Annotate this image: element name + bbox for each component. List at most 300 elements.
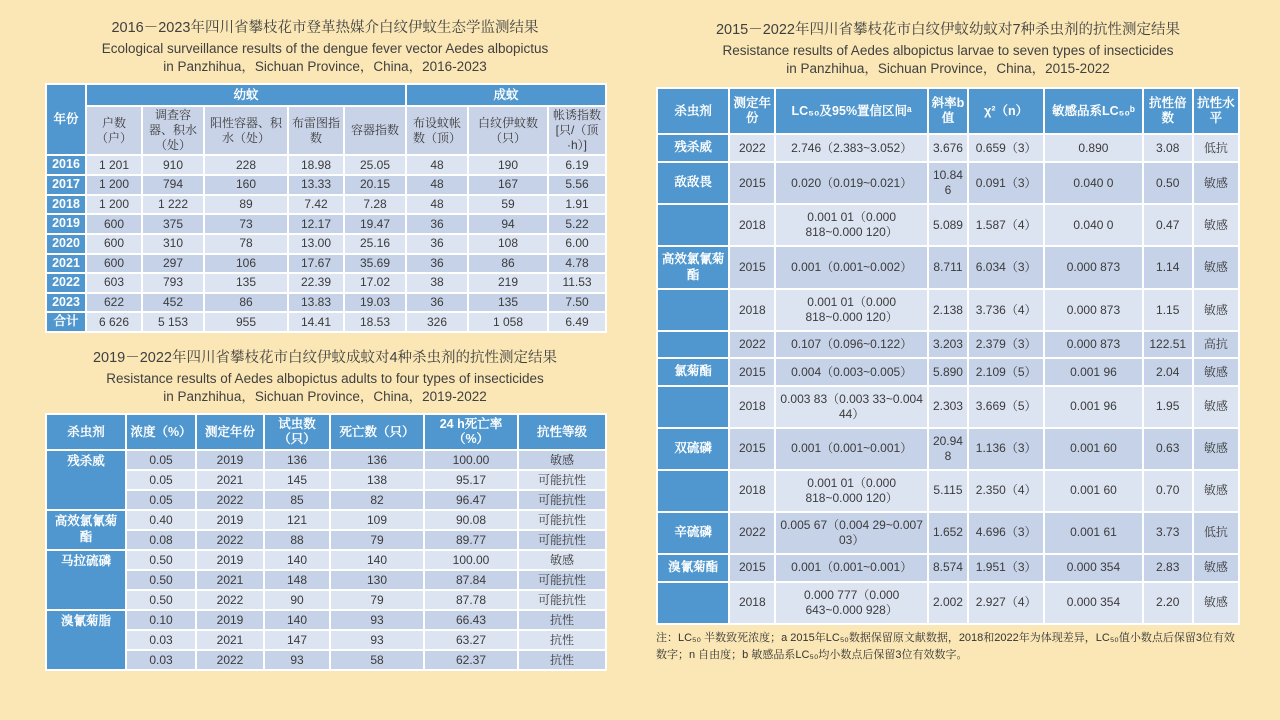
table-cell: 0.001 96 [1044,386,1142,428]
table-cell: 89 [204,195,288,215]
adult-resistance-table-title [45,348,605,405]
table-cell: 93 [264,650,330,670]
table-cell: 2022 [196,590,264,610]
table-row [657,162,1239,204]
title-zh: 2015－2022年四川省攀枝花市白纹伊蚊幼蚊对7种杀虫剂的抗性测定结果 [715,22,1181,38]
table-cell: 145 [264,470,330,490]
table-cell: 1.14 [1143,246,1193,289]
column-header: 帐诱指数 [只/（顶·h）] [548,106,606,155]
table-cell: 2022 [729,331,775,358]
table-row [657,512,1239,554]
row-year-cell: 2017 [46,175,86,195]
table-cell: 167 [468,175,548,195]
table-cell: 36 [406,293,468,313]
table-cell: 0.47 [1143,204,1193,246]
table-row [46,630,606,650]
table-cell: 62.37 [424,650,518,670]
table-row [46,214,606,234]
table-row [46,610,606,630]
right-column [656,0,1240,665]
table-cell: 86 [204,293,288,313]
table-cell: 87.78 [424,590,518,610]
table-cell: 19.47 [344,214,406,234]
table-cell: 2.138 [928,289,968,331]
table-row [46,254,606,274]
table-row [46,450,606,470]
table-cell: 2021 [196,630,264,650]
table-cell: 0.005 67（0.004 29~0.007 03） [775,512,928,554]
table-cell: 95.17 [424,470,518,490]
table-cell: 1.95 [1143,386,1193,428]
table-row [46,530,606,550]
table-cell: 5.56 [548,175,606,195]
table-cell: 66.43 [424,610,518,630]
table-cell: 0.091（3） [968,162,1044,204]
table-cell: 0.10 [126,610,196,630]
table-cell: 603 [86,273,142,293]
table-cell: 87.84 [424,570,518,590]
table-cell: 敏感 [1193,162,1239,204]
row-year-cell: 2020 [46,234,86,254]
larvae-resistance-table [656,87,1240,624]
table-row [657,289,1239,331]
table-cell: 敏感 [1193,358,1239,386]
table-cell: 600 [86,214,142,234]
table-cell: 0.50 [126,590,196,610]
table-cell: 3.08 [1143,134,1193,162]
row-year-cell: 合计 [46,312,86,332]
table-cell: 可能抗性 [518,490,606,510]
table-footnote: 注：LC₅₀ 半数致死浓度；a 2015年LC₅₀数据保留原文献数据，2018和2022年为体现差异，LC₅₀值小数点后保留3位有效数字；n 自由度；b 敏感品系LC₅₀均小数点后保留3位有效数字。 [656,631,1235,662]
table-cell: 敏感 [1193,246,1239,289]
table-cell: 0.001（0.001~0.002） [775,246,928,289]
table-row [657,428,1239,470]
table-cell: 136 [264,450,330,470]
table-cell: 17.67 [288,254,344,274]
table-cell: 94 [468,214,548,234]
table-cell: 90.08 [424,510,518,530]
table-cell: 2.109（5） [968,358,1044,386]
table-cell: 2022 [196,490,264,510]
table-row [46,550,606,570]
table-cell: 2018 [729,470,775,512]
column-header: 死亡数（只） [330,414,424,450]
table-row [657,582,1239,624]
table-cell: 敏感 [1193,470,1239,512]
row-insecticide-cell: 溴氰菊酯 [657,554,729,582]
table-cell: 2015 [729,162,775,204]
table-cell: 90 [264,590,330,610]
table-cell: 63.27 [424,630,518,650]
table-cell: 1 222 [142,195,204,215]
table-cell: 0.040 0 [1044,204,1142,246]
table-cell: 0.890 [1044,134,1142,162]
table-cell: 88 [264,530,330,550]
table-cell: 2018 [729,289,775,331]
table-cell: 96.47 [424,490,518,510]
table-cell: 135 [204,273,288,293]
table-cell: 5 153 [142,312,204,332]
table-cell: 0.020（0.019~0.021） [775,162,928,204]
table-row [46,470,606,490]
table-cell: 93 [330,630,424,650]
table-cell: 2021 [196,570,264,590]
table-cell: 敏感 [518,450,606,470]
row-insecticide-cell [657,470,729,512]
table-row [46,195,606,215]
row-year-cell: 2022 [46,273,86,293]
row-insecticide-cell: 辛硫磷 [657,512,729,554]
title-en-line1: Ecological surveillance results of the dengue fever vector Aedes albopictus [101,40,549,56]
table-row [46,590,606,610]
table-cell: 10.846 [928,162,968,204]
column-header: 户数（户） [86,106,142,155]
table-cell: 3.676 [928,134,968,162]
table-cell: 22.39 [288,273,344,293]
table-cell: 0.05 [126,470,196,490]
column-header: 抗性倍数 [1143,88,1193,134]
table-cell: 108 [468,234,548,254]
table-cell: 2018 [729,204,775,246]
table-cell: 2.83 [1143,554,1193,582]
table-row [657,204,1239,246]
table-cell: 0.63 [1143,428,1193,470]
table-cell: 100.00 [424,550,518,570]
table-cell: 25.05 [344,155,406,175]
title-en-line1: Resistance results of Aedes albopictus larvae to seven types of insecticides [722,42,1174,58]
row-insecticide-cell: 高效氯氰菊酯 [657,246,729,289]
table-cell: 3.669（5） [968,386,1044,428]
table-row [657,358,1239,386]
table-cell: 0.001 61 [1044,512,1142,554]
table-row [657,386,1239,428]
table-cell: 38 [406,273,468,293]
table-cell: 0.001 01（0.000 818~0.000 120） [775,470,928,512]
table-cell: 0.001 01（0.000 818~0.000 120） [775,204,928,246]
table-cell: 1 200 [86,175,142,195]
table-cell: 7.42 [288,195,344,215]
column-header: 布设蚊帐数（顶） [406,106,468,155]
table-cell: 219 [468,273,548,293]
row-insecticide-cell: 残杀威 [657,134,729,162]
row-insecticide-cell [657,331,729,358]
table-cell: 0.000 873 [1044,246,1142,289]
title-zh: 2016－2023年四川省攀枝花市登革热媒介白纹伊蚊生态学监测结果 [111,20,539,36]
table-cell: 18.53 [344,312,406,332]
table-cell: 600 [86,234,142,254]
table-cell: 79 [330,590,424,610]
table-cell: 955 [204,312,288,332]
table-cell: 低抗 [1193,134,1239,162]
table-cell: 4.696（3） [968,512,1044,554]
row-insecticide-cell: 马拉硫磷 [46,550,126,610]
title-en-line2: in Panzhihua，Sichuan Province，China，2016-2023 [163,58,487,74]
table-cell: 2.20 [1143,582,1193,624]
table-cell: 135 [468,293,548,313]
table-row [46,175,606,195]
column-header: 容器指数 [344,106,406,155]
table-cell: 0.50 [1143,162,1193,204]
table-cell: 可能抗性 [518,590,606,610]
table-cell: 228 [204,155,288,175]
row-insecticide-cell: 双硫磷 [657,428,729,470]
table-cell: 48 [406,175,468,195]
table-cell: 2022 [196,650,264,670]
table-cell: 2.927（4） [968,582,1044,624]
table-cell: 0.08 [126,530,196,550]
table-cell: 14.41 [288,312,344,332]
table-cell: 1.136（3） [968,428,1044,470]
column-header: 浓度（%） [126,414,196,450]
table-cell: 0.50 [126,550,196,570]
table-cell: 3.736（4） [968,289,1044,331]
table-cell: 2019 [196,610,264,630]
table-cell: 6.19 [548,155,606,175]
table-cell: 6.034（3） [968,246,1044,289]
row-year-cell: 2018 [46,195,86,215]
row-insecticide-cell: 高效氯氰菊酯 [46,510,126,550]
table-cell: 2015 [729,358,775,386]
column-header: 敏感品系LC₅₀ᵇ [1044,88,1142,134]
table-cell: 2.303 [928,386,968,428]
table-cell: 297 [142,254,204,274]
table-cell: 36 [406,234,468,254]
table-row [657,470,1239,512]
table-cell: 326 [406,312,468,332]
table-cell: 2019 [196,550,264,570]
table-cell: 78 [204,234,288,254]
column-header: χ²（n） [968,88,1044,134]
table-cell: 0.001 60 [1044,470,1142,512]
title-en-line2: in Panzhihua，Sichuan Province，China，2019-2022 [163,388,487,404]
table-cell: 148 [264,570,330,590]
table-cell: 2018 [729,386,775,428]
row-insecticide-cell [657,204,729,246]
table-cell: 0.000 354 [1044,554,1142,582]
column-header: 测定年份 [196,414,264,450]
table-cell: 85 [264,490,330,510]
table-cell: 敏感 [518,550,606,570]
table-row [46,570,606,590]
row-insecticide-cell: 敌敌畏 [657,162,729,204]
table-cell: 1 058 [468,312,548,332]
larvae-resistance-table-title [656,20,1240,77]
table-cell: 147 [264,630,330,650]
table-cell: 106 [204,254,288,274]
table-cell: 6.00 [548,234,606,254]
table-cell: 130 [330,570,424,590]
table-cell: 310 [142,234,204,254]
table-cell: 2022 [196,530,264,550]
table-cell: 4.78 [548,254,606,274]
table-cell: 2015 [729,428,775,470]
table-cell: 20.15 [344,175,406,195]
table-cell: 793 [142,273,204,293]
table-cell: 1.652 [928,512,968,554]
row-insecticide-cell [657,386,729,428]
table-row [46,273,606,293]
table-cell: 2.350（4） [968,470,1044,512]
table-cell: 3.203 [928,331,968,358]
table-cell: 5.115 [928,470,968,512]
table-cell: 2022 [729,134,775,162]
table-cell: 7.28 [344,195,406,215]
column-header: 抗性水平 [1193,88,1239,134]
table-cell: 0.040 0 [1044,162,1142,204]
table-row [657,554,1239,582]
surveillance-table-title [45,18,605,75]
table-cell: 敏感 [1193,289,1239,331]
row-year-cell: 2019 [46,214,86,234]
table-cell: 18.98 [288,155,344,175]
table-cell: 0.001 01（0.000 818~0.000 120） [775,289,928,331]
table-cell: 2022 [729,512,775,554]
table-cell: 375 [142,214,204,234]
column-header: 杀虫剂 [657,88,729,134]
table-cell: 5.22 [548,214,606,234]
table-cell: 100.00 [424,450,518,470]
table-cell: 35.69 [344,254,406,274]
table-cell: 6.49 [548,312,606,332]
table-cell: 13.33 [288,175,344,195]
table-row [657,331,1239,358]
column-header: 抗性等级 [518,414,606,450]
table-cell: 122.51 [1143,331,1193,358]
table-cell: 0.70 [1143,470,1193,512]
stage-group-header: 幼蚊 [86,84,406,106]
table-cell: 1.91 [548,195,606,215]
table-row [46,650,606,670]
table-cell: 20.948 [928,428,968,470]
table-cell: 0.03 [126,630,196,650]
table-cell: 0.000 873 [1044,331,1142,358]
table-cell: 敏感 [1193,386,1239,428]
table-cell: 1.951（3） [968,554,1044,582]
row-insecticide-cell [657,582,729,624]
table-cell: 600 [86,254,142,274]
table-cell: 48 [406,195,468,215]
table-cell: 136 [330,450,424,470]
table-cell: 11.53 [548,273,606,293]
title-zh: 2019－2022年四川省攀枝花市白纹伊蚊成蚊对4种杀虫剂的抗性测定结果 [92,350,558,366]
table-row [46,155,606,175]
table-cell: 121 [264,510,330,530]
table-cell: 0.107（0.096~0.122） [775,331,928,358]
table-cell: 0.03 [126,650,196,670]
table-cell: 5.089 [928,204,968,246]
table-cell: 敏感 [1193,204,1239,246]
row-year-cell: 2021 [46,254,86,274]
table-cell: 2019 [196,450,264,470]
table-cell: 59 [468,195,548,215]
table-cell: 190 [468,155,548,175]
table-cell: 低抗 [1193,512,1239,554]
column-header: 阳性容器、积水（处） [204,106,288,155]
table-cell: 7.50 [548,293,606,313]
column-header: 调查容器、积水（处） [142,106,204,155]
left-column [45,0,605,671]
table-row [46,510,606,530]
table-row [657,134,1239,162]
table-cell: 0.000 354 [1044,582,1142,624]
table-cell: 抗性 [518,650,606,670]
table-row [46,312,606,332]
table-cell: 2.746（2.383~3.052） [775,134,928,162]
table-cell: 可能抗性 [518,570,606,590]
table-cell: 0.659（3） [968,134,1044,162]
table-cell: 敏感 [1193,554,1239,582]
table-cell: 73 [204,214,288,234]
table-cell: 5.890 [928,358,968,386]
table-cell: 抗性 [518,610,606,630]
table-row [46,293,606,313]
table-cell: 1.587（4） [968,204,1044,246]
table-cell: 0.40 [126,510,196,530]
table-cell: 2019 [196,510,264,530]
column-header: LC₅₀及95%置信区间ᵃ [775,88,928,134]
table-cell: 2015 [729,246,775,289]
table-cell: 2.04 [1143,358,1193,386]
table-row [46,490,606,510]
row-insecticide-cell: 残杀威 [46,450,126,510]
table-cell: 140 [330,550,424,570]
column-header: 测定年份 [729,88,775,134]
table-cell: 2.002 [928,582,968,624]
year-column-header: 年份 [46,84,86,155]
title-en-line1: Resistance results of Aedes albopictus adults to four types of insecticides [106,370,544,386]
table-cell: 622 [86,293,142,313]
table-cell: 0.004（0.003~0.005） [775,358,928,386]
table-cell: 8.711 [928,246,968,289]
column-header: 杀虫剂 [46,414,126,450]
table-cell: 452 [142,293,204,313]
table-cell: 1.15 [1143,289,1193,331]
table-cell: 8.574 [928,554,968,582]
table-cell: 0.05 [126,490,196,510]
table-cell: 1 200 [86,195,142,215]
row-year-cell: 2023 [46,293,86,313]
table-cell: 160 [204,175,288,195]
table-cell: 19.03 [344,293,406,313]
table-cell: 敏感 [1193,428,1239,470]
stage-group-header: 成蚊 [406,84,606,106]
table-cell: 3.73 [1143,512,1193,554]
table-cell: 13.00 [288,234,344,254]
table-cell: 0.001 60 [1044,428,1142,470]
table-cell: 0.05 [126,450,196,470]
table-cell: 可能抗性 [518,530,606,550]
table-cell: 140 [264,550,330,570]
table-cell: 敏感 [1193,582,1239,624]
table-cell: 0.001 96 [1044,358,1142,386]
table-cell: 138 [330,470,424,490]
table-cell: 0.50 [126,570,196,590]
table-cell: 12.17 [288,214,344,234]
table-cell: 2.379（3） [968,331,1044,358]
adult-resistance-table [45,413,607,671]
column-header: 试虫数（只） [264,414,330,450]
table-cell: 可能抗性 [518,510,606,530]
table-cell: 36 [406,254,468,274]
table-cell: 0.000 777（0.000 643~0.000 928） [775,582,928,624]
table-cell: 0.001（0.001~0.001） [775,428,928,470]
table-cell: 910 [142,155,204,175]
table-cell: 13.83 [288,293,344,313]
table-cell: 109 [330,510,424,530]
table-cell: 1 201 [86,155,142,175]
table-cell: 48 [406,155,468,175]
table-row [46,234,606,254]
